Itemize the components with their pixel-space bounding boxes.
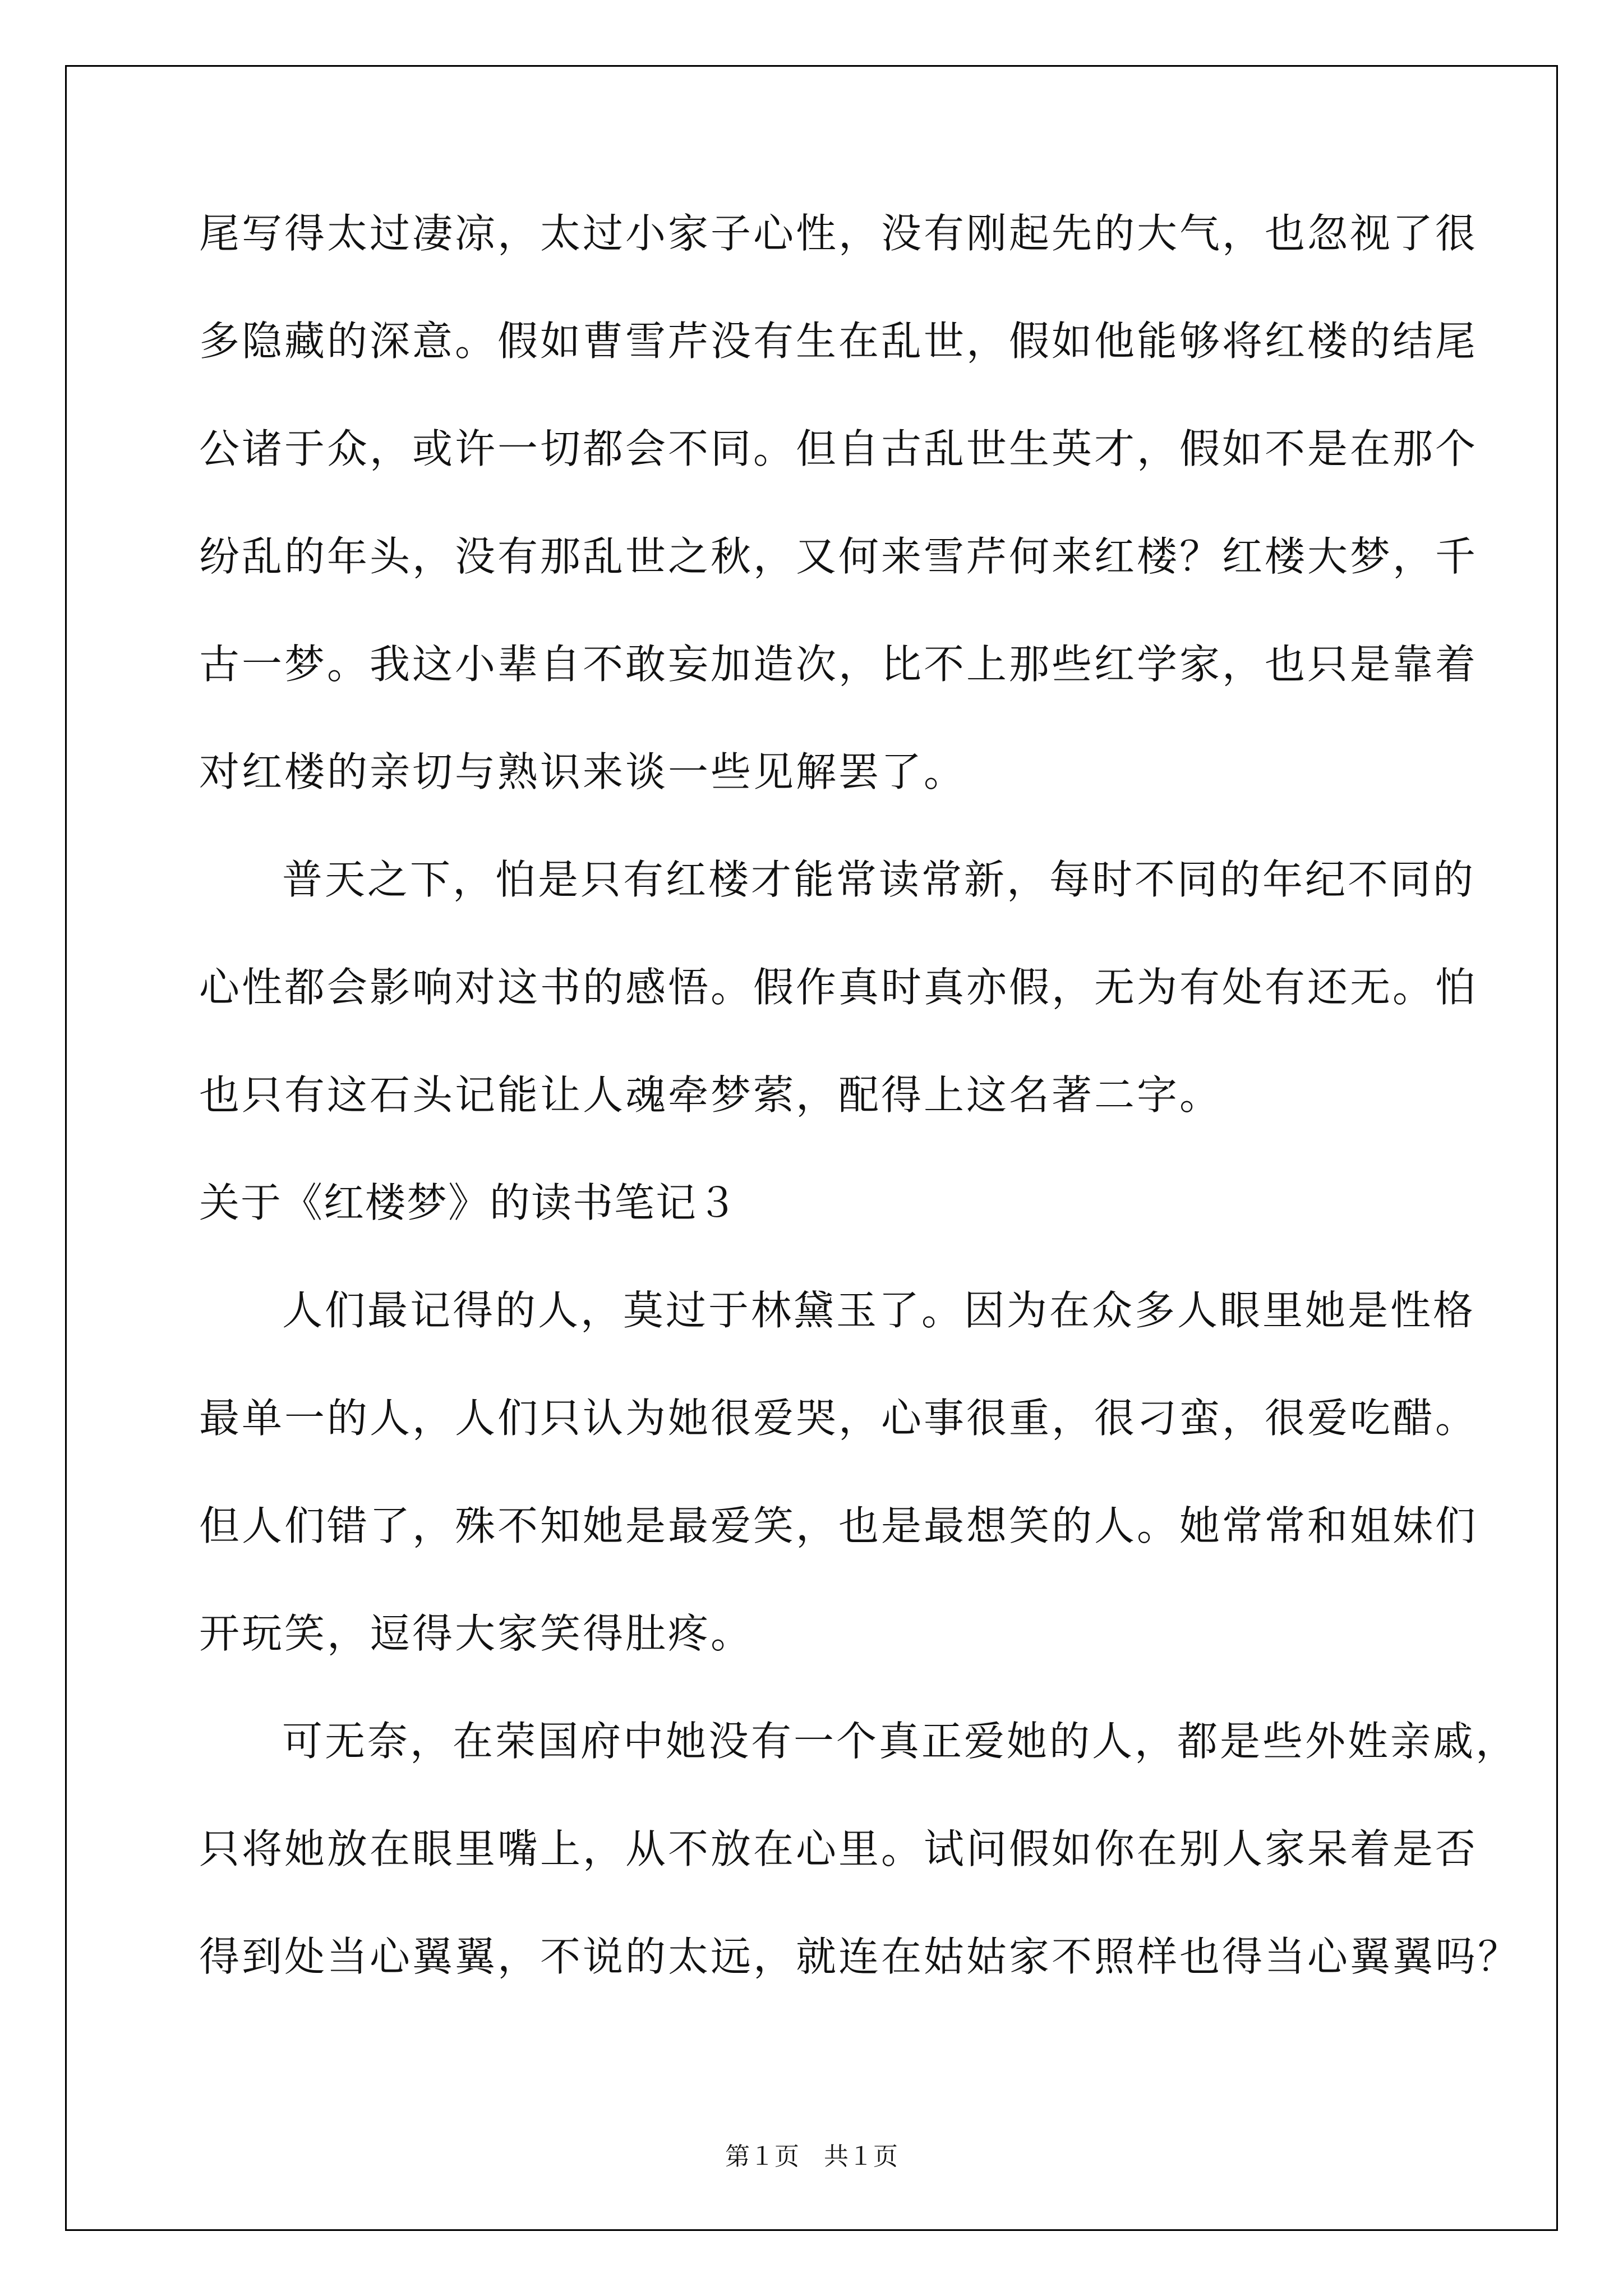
text-line: 古一梦。我这小辈自不敢妄加造次，比不上那些红学家，也只是靠着 bbox=[199, 641, 1478, 688]
paragraph-start-line: 可无奈，在荣国府中她没有一个真正爱她的人，都是些外姓亲戚， bbox=[282, 1718, 1519, 1765]
text-line: 尾写得太过凄凉，太过小家子心性，没有刚起先的大气，也忽视了很 bbox=[199, 210, 1478, 257]
text-line: 对红楼的亲切与熟识来谈一些见解罢了。 bbox=[199, 748, 967, 795]
text-line: 最单一的人，人们只认为她很爱哭，心事很重，很刁蛮，很爱吃醋。 bbox=[199, 1395, 1478, 1442]
text-line: 开玩笑，逗得大家笑得肚疼。 bbox=[199, 1610, 754, 1657]
text-line: 公诸于众，或许一切都会不同。但自古乱世生英才，假如不是在那个 bbox=[199, 425, 1478, 472]
text-line: 得到处当心翼翼，不说的太远，就连在姑姑家不照样也得当心翼翼吗？ bbox=[199, 1933, 1521, 1980]
text-line: 多隐藏的深意。假如曹雪芹没有生在乱世，假如他能够将红楼的结尾 bbox=[199, 318, 1478, 365]
text-line: 但人们错了，殊不知她是最爱笑，也是最想笑的人。她常常和姐妹们 bbox=[199, 1502, 1478, 1549]
paragraph-start-line: 普天之下，怕是只有红楼才能常读常新，每时不同的年纪不同的 bbox=[282, 856, 1476, 903]
text-line: 也只有这石头记能让人魂牵梦萦，配得上这名著二字。 bbox=[199, 1071, 1223, 1119]
page-number-footer: 第１页 共１页 bbox=[725, 2142, 898, 2171]
document-body bbox=[199, 210, 1521, 2043]
text-line: 心性都会影响对这书的感悟。假作真时真亦假，无为有处有还无。怕 bbox=[199, 964, 1478, 1011]
text-line: 只将她放在眼里嘴上，从不放在心里。试问假如你在别人家呆着是否 bbox=[199, 1825, 1478, 1872]
text-line: 纷乱的年头，没有那乱世之秋，又何来雪芹何来红楼？红楼大梦，千 bbox=[199, 533, 1478, 580]
paragraph-start-line: 人们最记得的人，莫过于林黛玉了。因为在众多人眼里她是性格 bbox=[282, 1287, 1476, 1334]
section-heading: 关于《红楼梦》的读书笔记３ bbox=[199, 1179, 739, 1226]
